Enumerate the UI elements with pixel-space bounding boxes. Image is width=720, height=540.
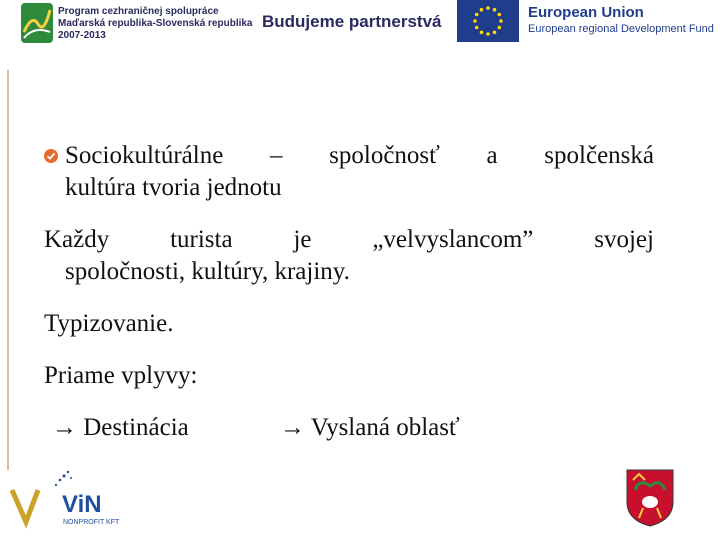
program-emblem-icon (20, 2, 54, 44)
partnership-slogan: Budujeme partnerstvá (262, 12, 442, 31)
eu-title: European Union (528, 4, 644, 21)
bullet-line-2: kultúra tvoria jednotu (65, 174, 282, 201)
vin-sub-text: NONPROFIT KFT (63, 519, 120, 526)
word: – (269, 142, 283, 169)
word: Sociokultúrálne (65, 142, 224, 169)
word: spolčenská (544, 142, 654, 169)
vin-swoosh-icon (12, 490, 38, 522)
left-accent-rule (7, 70, 9, 470)
program-line-3: 2007-2013 (58, 30, 106, 41)
program-logo (20, 2, 253, 46)
priame-vplyvy-text: Priame vplyvy: (44, 362, 198, 389)
coat-of-arms-icon (625, 468, 675, 528)
program-line-2: Maďarská republika-Slovenská republika (58, 18, 253, 29)
turista-line-2: spoločnosti, kultúry, krajiny. (65, 258, 350, 285)
word: spoločnosť (329, 142, 440, 169)
word: Každy (44, 226, 110, 253)
word: a (486, 142, 498, 169)
word: „velvyslancom” (372, 226, 534, 253)
bullet-line-1 (65, 140, 654, 172)
turista-line-1 (44, 224, 654, 256)
eu-label (528, 4, 714, 36)
bullet-icon (44, 149, 58, 163)
arrow-destinacia: → Destinácia (52, 414, 189, 441)
program-line-1: Program cezhraničnej spolupráce (58, 6, 219, 17)
vin-sparkles-icon (55, 471, 72, 486)
program-text (58, 6, 253, 42)
typizovanie-text: Typizovanie. (44, 310, 174, 337)
word: svojej (594, 226, 654, 253)
slide-content (44, 140, 654, 444)
eu-subtitle: European regional Development Fund (528, 23, 714, 35)
arrow-vyslana-oblast: → Vyslaná oblasť (280, 414, 460, 441)
vin-logo (8, 466, 143, 536)
word: je (293, 226, 312, 253)
paragraph-turista (44, 224, 654, 288)
word: turista (170, 226, 233, 253)
eu-flag-icon (457, 0, 519, 42)
arrow-row (44, 412, 654, 444)
bullet-sociokulturalne (44, 140, 654, 204)
header-logos (0, 0, 720, 48)
vin-name-text: ViN (62, 491, 102, 518)
